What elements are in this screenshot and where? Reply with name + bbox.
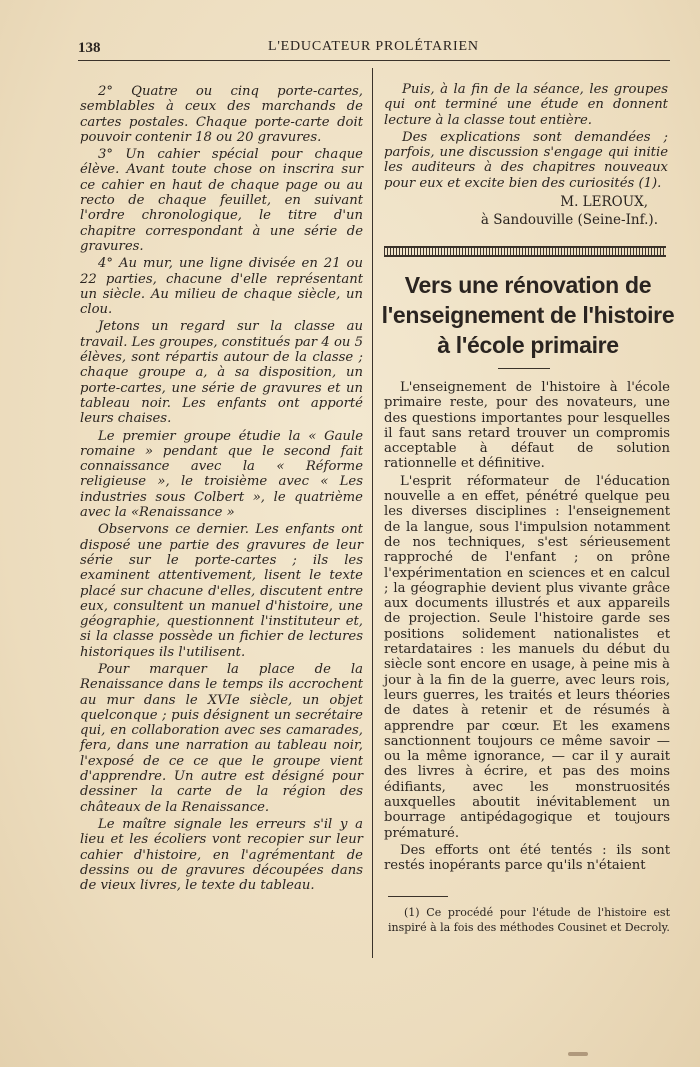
paragraph: L'enseignement de l'histoire à l'école primaire reste, pour des novateurs, une des questions importantes pour lesquelles il faut sans retard trouver un compromis acceptable à défaut de solution rationnelle et définitive. (384, 380, 670, 472)
article-body (384, 380, 670, 876)
ink-smudge (568, 1052, 588, 1056)
left-column (80, 84, 363, 895)
paragraph: Le maître signale les erreurs s'il y a lieu et les écoliers vont recopier sur leur cahier d'histoire, en l'agrémentant de dessins ou de gravures découpées dans de vieux livres, le texte du tableau. (80, 816, 363, 894)
page-number: 138 (78, 40, 101, 56)
footnote: (1) Ce procédé pour l'étude de l'histoire est inspiré à la fois des méthodes Cousinet et Decroly. (388, 906, 670, 934)
paragraph: L'esprit réformateur de l'éducation nouvelle a en effet, pénétré quelque peu les diverses disciplines : l'enseignement de la langue, sous l'impulsion notamment de nos techniques, s'est sérieusement rapproché de l'enfant ; on prône l'expérimentation en sciences et en calcul ; la géographie devient plus vivante grâce aux documents illustrés et aux appareils de projection. Seule l'histoire garde ses positions solidement nationalistes et retardataires : les manuels du début du siècle sont encore en usage, à peine mis à jour à la fin de la guerre, avec leurs rois, leurs guerres, les traités et leurs théories de dates à retenir et de résumés à apprendre par cœur. Et les examens sanctionnent toujours ce même savoir — ou la même ignorance, — car il y aurait des livres à écrire, et pas des moins édifiants, avec les monstruosités auxquelles aboutit inévitablement un bourrage antipédagogique et toujours prématuré. (384, 473, 670, 841)
title-line: à l'école primaire (437, 332, 619, 358)
paragraph: 3° Un cahier spécial pour chaque élève. Avant toute chose on inscrira sur ce cahier en haut de chaque page ou au recto de chaque feuillet, en suivant l'ordre chronologique, le titre d'un chapitre correspondant à une série de gravures. (80, 147, 363, 254)
previous-article-ending (384, 82, 668, 229)
author-location: à Sandouville (Seine-Inf.). (480, 212, 658, 229)
paragraph: 2° Quatre ou cinq porte-cartes, semblables à ceux des marchands de cartes postales. Chaque porte-carte doit pouvoir contenir 18 ou 20 gravures. (80, 84, 363, 145)
title-line: l'enseignement de l'histoire (381, 302, 675, 328)
column-divider (372, 68, 373, 958)
title-line: Vers une rénovation de (404, 272, 652, 298)
paragraph: Pour marquer la place de la Renaissance dans le temps ils accrochent au mur dans le XVIe siècle, un objet quelconque ; puis désignent un secrétaire qui, en collaboration avec ses camarades, fera, dans une narration au tableau noir, l'exposé de ce ce que le groupe vient d'apprendre. Un autre est désigné pour dessiner la carte de la région des châteaux de la Renaissance. (80, 661, 363, 815)
author-name: M. LEROUX, (560, 194, 648, 211)
paragraph: Le premier groupe étudie la « Gaule romaine » pendant que le second fait connaissance avec la « Réforme religieuse », le troisième avec « Les industries sous Colbert », le quatrième avec la «Renaissance » (80, 428, 363, 521)
paragraph: Puis, à la fin de la séance, les groupes qui ont terminé une étude en donnent lecture à la classe tout entière. (384, 82, 668, 128)
paragraph: 4° Au mur, une ligne divisée en 21 ou 22 parties, chacune d'elle représentant un siècle. Au milieu de chaque siècle, un clou. (80, 256, 363, 318)
title-underline (498, 368, 550, 369)
paragraph: Des explications sont demandées ; parfois, une discussion s'engage qui initie les auditeurs à des chapitres nouveaux pour eux et excite bien des curiosités (1). (384, 129, 668, 191)
footnote-separator (388, 896, 448, 897)
article-title (378, 270, 678, 360)
journal-title: L'EDUCATEUR PROLÉTARIEN (268, 39, 479, 54)
paragraph: Jetons un regard sur la classe au travail. Les groupes, constitués par 4 ou 5 élèves, sont répartis autour de la classe ; chaque groupe a, à sa disposition, un porte-cartes, une série de gravures et un tableau noir. Les enfants ont apporté leurs chaises. (80, 319, 363, 427)
page-header (78, 38, 670, 61)
paragraph: Observons ce dernier. Les enfants ont disposé une partie des gravures de leur série sur le porte-cartes ; ils les examinent attentivement, lisent le texte placé sur chacune d'elles, discutent entre eux, consultent un manuel d'histoire, une géographie, questionnent l'instituteur et, si la classe possède un fichier de lectures historiques ils l'utilisent. (80, 522, 363, 660)
paragraph: Des efforts ont été tentés : ils sont restés inopérants parce qu'ils n'étaient (384, 842, 670, 874)
decorative-separator (384, 246, 666, 257)
